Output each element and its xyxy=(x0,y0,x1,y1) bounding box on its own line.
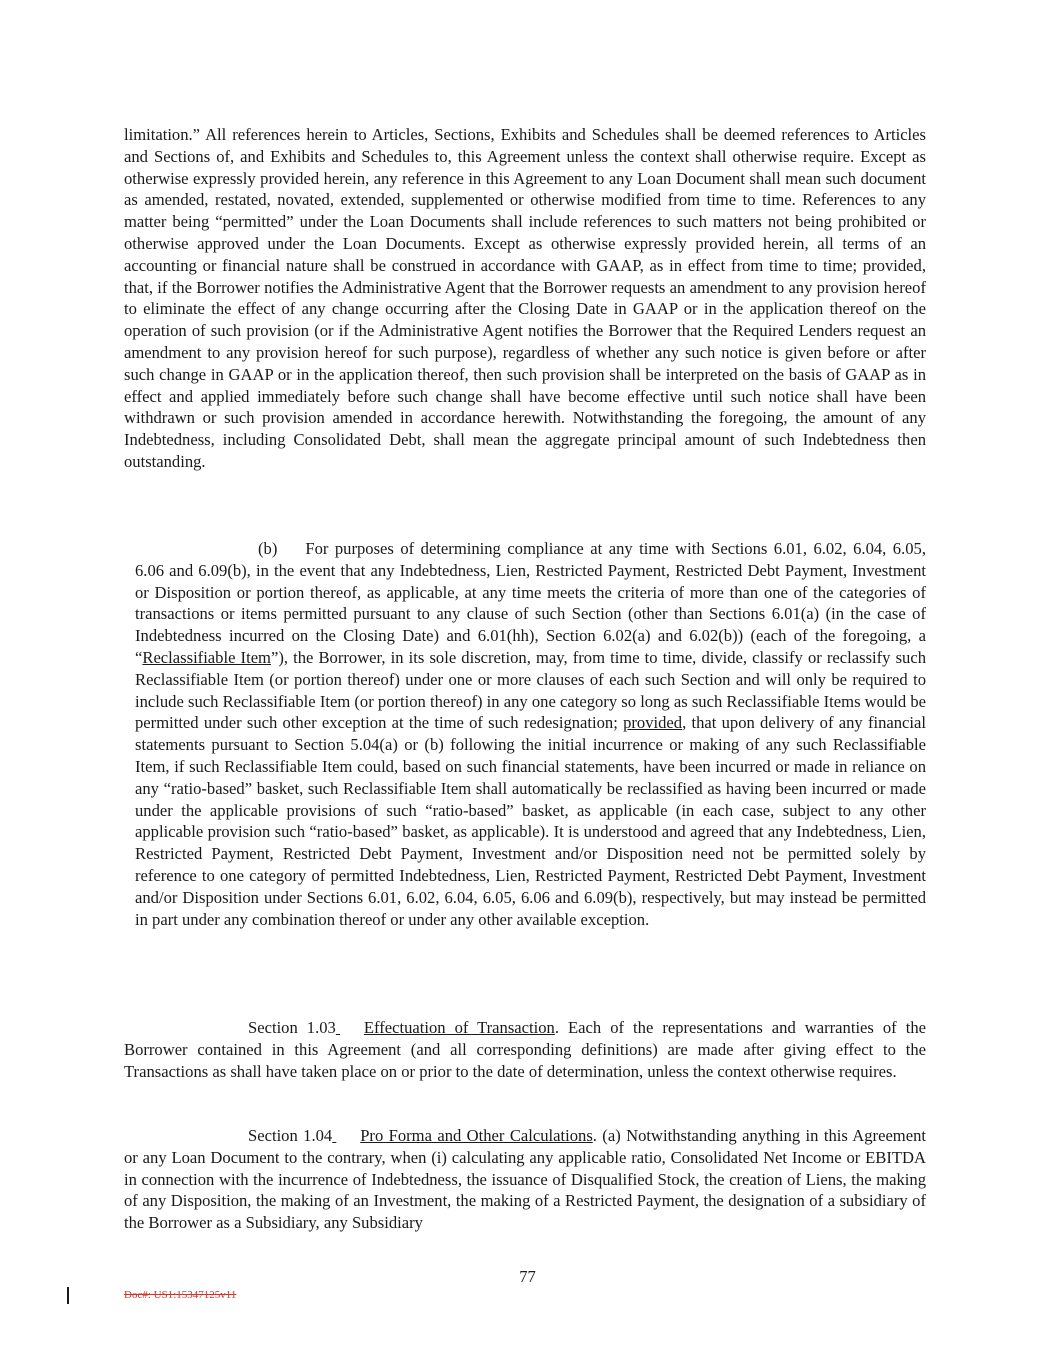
provided-term: provided xyxy=(623,713,683,733)
section-heading: Effectuation of Transaction xyxy=(363,1018,555,1037)
section-number: Section 1.04 xyxy=(248,1126,333,1145)
change-bar xyxy=(67,1287,69,1304)
paragraph-text: limitation.” All references herein to Articles, Sections, Exhibits and Schedules shall be deemed references to Articles and Sections of, and Exhibits and Schedules to, this Agreement unless the context shall otherwise require. Except as otherwise expressly provided herein, any reference in this Agreement to any Loan Document shall mean such document as amended, restated, novated, extended, supplemented or otherwise modified from time to time. References to any matter being “permitted” under the Loan Documents shall include references to such matters not being prohibited or otherwise approved under the Loan Documents. Except as otherwise expressly provided herein, all terms of an accounting or financial nature shall be construed in accordance with GAAP, as in effect from time to time; provided, that, if the Borrower notifies the Administrative Agent that the Borrower requests an amendment to any provision hereof to eliminate the effect of any change occurring after the Closing Date in GAAP or in the application thereof on the operation of such provision (or if the Administrative Agent notifies the Borrower that the Required Lenders request an amendment to any provision hereof for such purpose), regardless of whether any such notice is given before or after such change in GAAP or in the application thereof, then such provision shall be interpreted on the basis of GAAP as in effect and applied immediately before such change shall have become effective until such notice shall have been withdrawn or such provision amended in accordance herewith. Notwithstanding the foregoing, the amount of any Indebtedness, including Consolidated Debt, shall mean the aggregate principal amount of such Indebtedness then outstanding. xyxy=(124,125,926,471)
section-1-04 xyxy=(124,1125,926,1234)
section-heading: Pro Forma and Other Calculations xyxy=(360,1126,593,1145)
clause-text-a: For purposes of determining compliance at any time with Sections 6.01, 6.02, 6.04, 6.05, 6.06 and 6.09(b), in the event that any Indebtedness, Lien, Restricted Payment, Restricted Debt Payment, Investment or Disposition or portion thereof, as applicable, at any time meets the criteria of more than one of the categories of transactions or items permitted pursuant to any clause of such Section (other than Sections 6.01(a) (in the case of Indebtedness incurred on the Closing Date) and 6.01(hh), Section 6.02(a) and 6.02(b)) (each of the foregoing, a “ xyxy=(135,539,926,667)
paragraph-b-reclassification xyxy=(135,538,926,930)
defined-term-reclassifiable-item: Reclassifiable Item xyxy=(142,647,271,667)
paragraph-limitation xyxy=(124,124,926,473)
clause-text-c: , that upon delivery of any financial statements pursuant to Section 5.04(a) or (b) following the initial incurrence or making of any such Reclassifiable Item, if such Reclassifiable Item could, based on such financial statements, have been incurred or made in reliance on any “ratio-based” basket, such Reclassifiable Item shall automatically be reclassified as having been incurred or made under the applicable provisions of such “ratio-based” basket, as applicable (in each case, subject to any other applicable provision such “ratio-based” basket, as applicable). It is understood and agreed that any Indebtedness, Lien, Restricted Payment, Restricted Debt Payment, Investment and/or Disposition need not be permitted solely by reference to one category of permitted Indebtedness, Lien, Restricted Payment, Restricted Debt Payment, Investment and/or Disposition under Sections 6.01, 6.02, 6.04, 6.05, 6.06 and 6.09(b), respectively, but may instead be permitted in part under any combination thereof or under any other available exception. xyxy=(135,713,926,929)
section-text: . Each of the representations and warranties of the Borrower contained in this Agreement (and all corresponding definitions) are made after giving effect to the Transactions as shall have taken place on or prior to the date of determination, unless the context otherwise requires. xyxy=(124,1018,927,1081)
section-1-03 xyxy=(124,1017,926,1082)
clause-label: (b) xyxy=(258,539,278,558)
section-number: Section 1.03 xyxy=(248,1018,336,1037)
clause-text-b: ”), the Borrower, in its sole discretion, may, from time to time, divide, classify or reclassify such Reclassifiable Item (or portion thereof) under one or more clauses of each such Section and will only be required to include such Reclassifiable Item (or portion thereof) in any one category so long as such Reclassifiable Items would be permitted under such other exception at the time of such redesignation; xyxy=(135,647,926,733)
section-text: . (a) Notwithstanding anything in this Agreement or any Loan Document to the contrary, when (i) calculating any applicable ratio, Consolidated Net Income or EBITDA in connection with the incurrence of Indebtedness, the issuance of Disqualified Stock, the creation of Liens, the making of any Disposition, the making of an Investment, the making of a Restricted Payment, the designation of a subsidiary of the Borrower as a Subsidiary, any Subsidiary xyxy=(124,1126,926,1233)
footer-doc-id: Doc#: US1:15347125v11 xyxy=(124,1289,237,1301)
page-number: 77 xyxy=(519,1267,536,1286)
